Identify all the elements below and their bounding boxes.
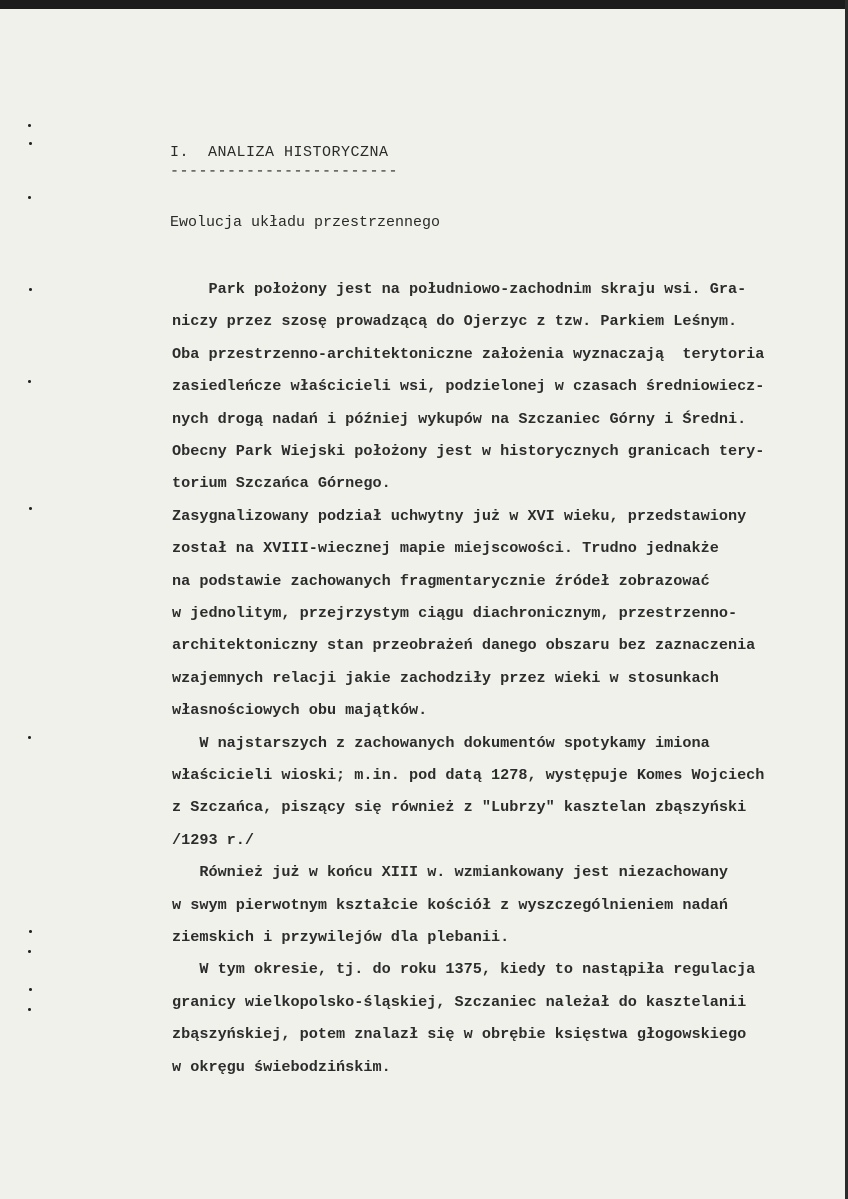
text-line: na podstawie zachowanych fragmentarycznie źródeł zobrazować (172, 571, 710, 590)
text-line: /1293 r./ (172, 830, 255, 849)
text-line: ziemskich i przywilejów dla plebanii. (172, 928, 510, 946)
text-line: własnościowych obu majątków. (172, 701, 428, 720)
text-line: zbąszyńskiej, potem znalazł się w obrębie księstwa głogowskiego (172, 1025, 747, 1044)
text-line: w jednolitym, przejrzystym ciągu diachronicznym, przestrzenno- (172, 604, 738, 622)
text-line: Również już w końcu XIII w. wzmiankowany jest niezachowany (172, 863, 728, 882)
text-line: Oba przestrzenno-architektoniczne założenia wyznaczają terytoria (172, 344, 765, 363)
text-line: torium Szczańca Górnego. (172, 474, 391, 493)
section-title-underline: ------------------------ (170, 163, 399, 180)
text-line: w okręgu świebodzińskim. (172, 1057, 391, 1076)
text-line: niczy przez szosę prowadzącą do Ojerzyc z tzw. Parkiem Leśnym. (172, 312, 738, 331)
text-line: wzajemnych relacji jakie zachodziły przez wieki w stosunkach (172, 668, 719, 687)
text-line: Zasygnalizowany podział uchwytny już w XVI wieku, przedstawiony (172, 506, 747, 525)
text-line: właścicieli wioski; m.in. pod datą 1278, występuje Komes Wojciech (172, 766, 765, 784)
text-line: W najstarszych z zachowanych dokumentów spotykamy imiona (172, 733, 710, 752)
text-line: architektoniczny stan przeobrażeń danego obszaru bez zaznaczenia (172, 636, 756, 655)
text-line: Park położony jest na południowo-zachodnim skraju wsi. Gra- (172, 280, 747, 298)
text-line: granicy wielkopolsko-śląskiej, Szczaniec należał do kasztelanii (172, 992, 747, 1011)
text-line: W tym okresie, tj. do roku 1375, kiedy to nastąpiła regulacja (172, 960, 756, 979)
text-line: Obecny Park Wiejski położony jest w historycznych granicach tery- (172, 442, 765, 460)
text-line: z Szczańca, piszący się również z "Lubrzy" kasztelan zbąszyński (172, 798, 747, 817)
text-line: nych drogą nadań i później wykupów na Szczaniec Górny i Średni. (172, 409, 747, 428)
text-line: w swym pierwotnym kształcie kościół z wyszczególnieniem nadań (172, 895, 728, 914)
text-line: zasiedleńcze właścicieli wsi, podzielonej w czasach średniowiecz- (172, 377, 765, 396)
section-title: I. ANALIZA HISTORYCZNA (170, 144, 389, 161)
text-line: został na XVIII-wiecznej mapie miejscowości. Trudno jednakże (172, 539, 719, 558)
subsection-heading: Ewolucja układu przestrzennego (170, 214, 441, 231)
